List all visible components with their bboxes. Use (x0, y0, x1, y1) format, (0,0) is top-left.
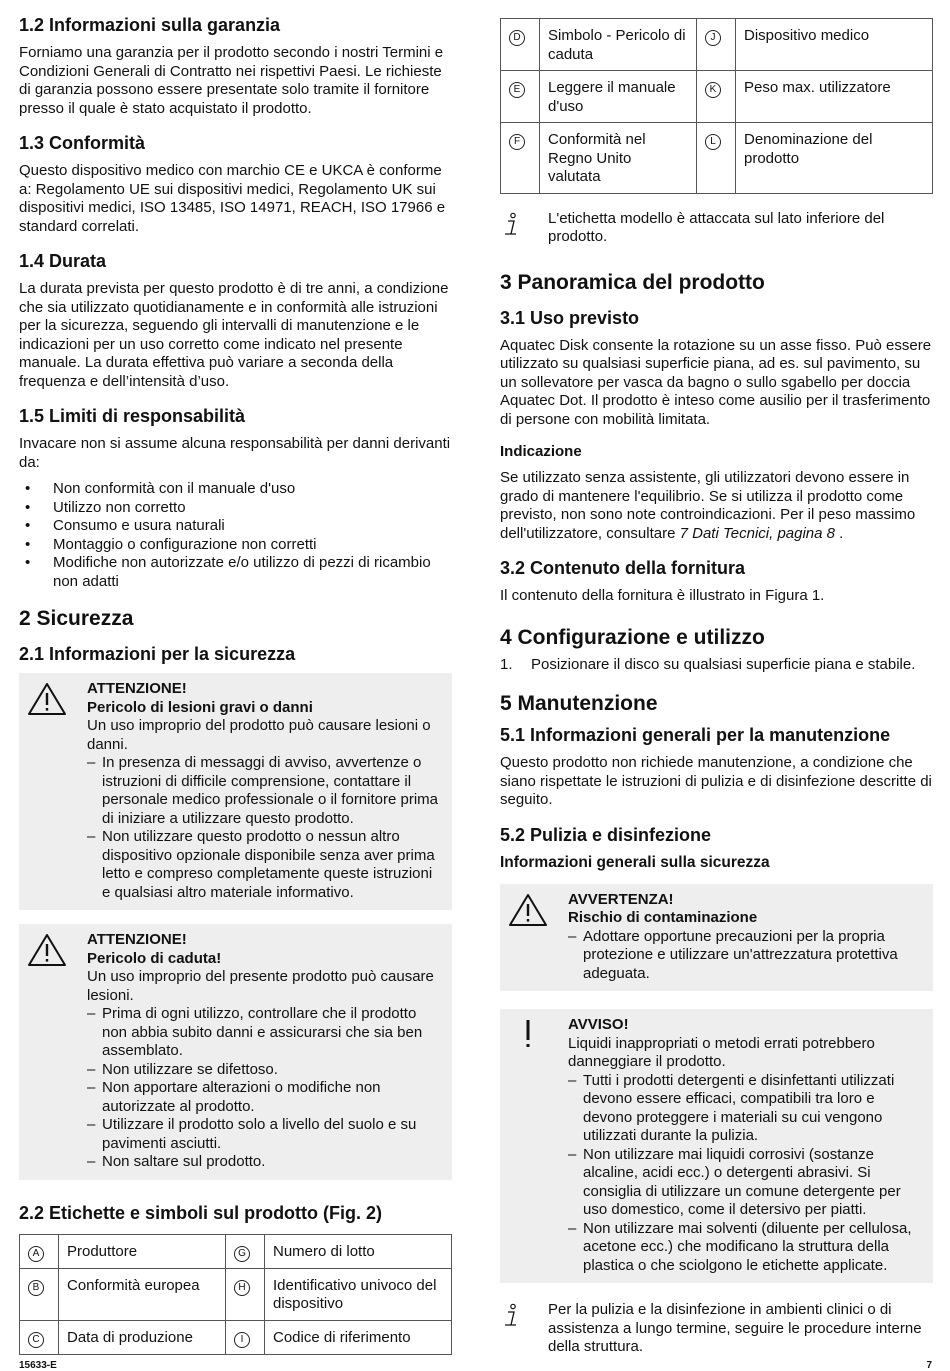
info-note-text: Per la pulizia e la disinfezione in ambienti clinici o di assistenza a lungo termine, seguire le procedure interne della struttura. (548, 1301, 922, 1355)
indication-text (500, 469, 933, 543)
section-1-5-text: Invacare non si assume alcuna responsabilità per danni derivanti da: (19, 435, 451, 471)
section-1-3-text: Questo dispositivo medico con marchio CE e UKCA è conforme a: Regolamento UE sui dispositivi medici, Regolamento UK sui dispositivi medici, ISO 13485, ISO 14971, REACH, ISO 17966 e standard correlati. (19, 162, 446, 235)
indication-heading: Indicazione (500, 443, 582, 460)
table-cell: Identificativo univoco del dispositivo (265, 1268, 452, 1320)
safety-subheading: Informazioni generali sulla sicurezza (500, 853, 770, 871)
notice-text: Liquidi inappropriati o metodi errati potrebbero danneggiare il prodotto. (568, 1034, 875, 1070)
list-item: • Consumo e usura naturali (19, 517, 452, 536)
section-1-2-text: Forniamo una garanzia per il prodotto secondo i nostri Termini e Condizioni Generali di Contratto nei rispettivi Paesi. Le richieste di garanzia possono essere presentate solo tramite il fornitore presso il quale è stato acquistato il prodotto. (19, 44, 444, 117)
table-cell: Conformità europea (59, 1268, 226, 1320)
section-1-5-title: 1.5 Limiti di responsabilità (19, 406, 246, 426)
warning-box-injury (19, 673, 452, 910)
warning-triangle-icon (27, 680, 87, 902)
exclamation-icon (508, 1016, 568, 1275)
table-cell: Numero di lotto (265, 1234, 452, 1268)
list-item: • Modifiche non autorizzate e/o utilizzo di pezzi di ricambio non adatti (19, 554, 452, 591)
indication-text-part: Se utilizzato senza assistente, gli utilizzatori devono essere in grado di mantenere l'equilibrio. Se si utilizza il prodotto come previsto, non sono note controindicazioni. Per il peso massimo dell'utilizzatore, consultare (500, 469, 916, 542)
info-note-label (500, 210, 933, 247)
table-row (20, 1234, 452, 1268)
symbol-key: I (234, 1332, 250, 1348)
warning-item: – Non utilizzare questo prodotto o nessun altro dispositivo opzionale disponibile senza aver prima letto e compreso completamente queste istruzioni e qualsiasi altro materiale informativo. (87, 828, 444, 902)
symbol-key: A (28, 1246, 44, 1262)
symbol-key: H (234, 1280, 250, 1296)
notice-box (500, 1009, 933, 1283)
info-note-text: L'etichetta modello è attaccata sul lato inferiore del prodotto. (548, 209, 885, 245)
section-5-title: 5 Manutenzione (500, 692, 658, 715)
steps-list (500, 656, 933, 675)
symbol-key: D (509, 30, 525, 46)
table-cell: Peso max. utilizzatore (736, 71, 933, 123)
table-cell: Codice di riferimento (265, 1320, 452, 1354)
section-3-1-title: 3.1 Uso previsto (500, 307, 640, 328)
table-row (501, 19, 933, 71)
symbol-key: J (705, 30, 721, 46)
notice-item: – Tutti i prodotti detergenti e disinfettanti utilizzati devono essere efficaci, compatibili tra loro e devono proteggere i materiali su cui vengono utilizzati durante la pulizia. (568, 1072, 925, 1146)
section-3-2-title: 3.2 Contenuto della fornitura (500, 558, 746, 578)
symbols-table-left (19, 1234, 452, 1355)
warning-text: Un uso improprio del prodotto può causare lesioni o danni. (87, 717, 431, 753)
table-row (20, 1320, 452, 1354)
step-number: 1. (500, 655, 513, 673)
indication-text-end: . (835, 524, 844, 542)
section-3-1-text: Aquatec Disk consente la rotazione su un asse fisso. Può essere utilizzato su qualsiasi superficie piana, ad es. sul pavimento, su un sollevatore per vasca da bagno o sullo sgabello per doccia Aquatec Dot. Il prodotto è inteso come ausilio per il trasferimento di persone con mobilità limitata. (500, 336, 932, 428)
warning-item: – Prima di ogni utilizzo, controllare che il prodotto non abbia subito danni e assicurarsi che sia ben assemblato. (87, 1005, 444, 1061)
document-code: 15633-E (19, 1360, 57, 1371)
symbol-key: K (705, 82, 721, 98)
section-5-2-title: 5.2 Pulizia e disinfezione (500, 824, 712, 845)
warning-box-fall (19, 924, 452, 1180)
symbol-key: L (705, 134, 721, 150)
section-1-4-text: La durata prevista per questo prodotto è di tre anni, a condizione che sia utilizzato quotidianamente e in conformità alle istruzioni per la sicurezza, seguendo gli intervalli di manutenzione e le indicazioni per un uso corretto come indicato nel presente manuale. La durata effettiva può variare a seconda della frequenza e dell’intensità d’uso. (19, 280, 449, 390)
warning-label: ATTENZIONE! (87, 680, 187, 697)
page-reference-link[interactable]: 7 Dati Tecnici, pagina 8 (679, 524, 836, 542)
section-1-2-title: 1.2 Informazioni sulla garanzia (19, 15, 281, 35)
warning-item: – Non utilizzare se difettoso. (87, 1061, 444, 1080)
table-cell: Produttore (59, 1234, 226, 1268)
table-cell: Leggere il manuale d'uso (540, 71, 697, 123)
notice-item: – Non utilizzare mai solventi (diluente per cellulosa, acetone ecc.) che modificano la struttura della plastica o che sciolgono le etichette applicate. (568, 1220, 925, 1276)
warning-text: Un uso improprio del presente prodotto può causare lesioni. (87, 968, 434, 1004)
warning-item: – In presenza di messaggi di avviso, avvertenze o istruzioni di difficile comprensione, contattare il personale medico professionale o il fornitore prima di iniziare a utilizzare questo prodotto. (87, 754, 444, 828)
warning-item: – Non saltare sul prodotto. (87, 1153, 444, 1172)
warning-item: – Non apportare alterazioni o modifiche non autorizzate al prodotto. (87, 1079, 444, 1116)
symbol-key: C (28, 1332, 44, 1348)
warning-heading: Rischio di contaminazione (568, 909, 758, 926)
warning-label: AVVERTENZA! (568, 890, 674, 908)
table-cell: Simbolo - Pericolo di caduta (540, 19, 697, 71)
warning-heading: Pericolo di caduta! (87, 949, 222, 967)
section-3-2-text: Il contenuto della fornitura è illustrato in Figura 1. (500, 587, 825, 604)
symbol-key: E (509, 82, 525, 98)
liability-list (19, 480, 452, 591)
list-item: • Montaggio o configurazione non corretti (19, 536, 452, 555)
table-row (501, 123, 933, 194)
section-2-2-title: 2.2 Etichette e simboli sul prodotto (Fig. 2) (19, 1202, 383, 1223)
table-cell: Dispositivo medico (736, 19, 933, 71)
page-number: 7 (926, 1360, 932, 1371)
symbols-table-right (500, 18, 933, 194)
right-column (500, 18, 933, 1371)
info-i-icon (500, 210, 548, 247)
warning-item: – Adottare opportune precauzioni per la propria protezione e utilizzare un'attrezzatura protettiva adeguata. (568, 928, 925, 984)
info-i-icon (500, 1301, 548, 1357)
symbol-key: G (234, 1246, 250, 1262)
warning-item: – Utilizzare il prodotto solo a livello del suolo e su pavimenti asciutti. (87, 1116, 444, 1153)
section-1-3-title: 1.3 Conformità (19, 133, 146, 153)
table-row (501, 71, 933, 123)
section-5-1-title: 5.1 Informazioni generali per la manutenzione (500, 725, 891, 745)
table-cell: Conformità nel Regno Unito valutata (540, 123, 697, 194)
section-2-title: 2 Sicurezza (19, 607, 134, 630)
warning-heading: Pericolo di lesioni gravi o danni (87, 698, 313, 716)
section-2-1-title: 2.1 Informazioni per la sicurezza (19, 644, 296, 664)
table-row (20, 1268, 452, 1320)
section-4-title: 4 Configurazione e utilizzo (500, 625, 765, 649)
list-item: • Non conformità con il manuale d'uso (19, 480, 452, 499)
section-1-4-title: 1.4 Durata (19, 251, 107, 271)
warning-label: ATTENZIONE! (87, 931, 187, 948)
warning-triangle-icon (27, 931, 87, 1172)
section-3-title: 3 Panoramica del prodotto (500, 270, 765, 294)
symbol-key: B (28, 1280, 44, 1296)
table-cell: Data di produzione (59, 1320, 226, 1354)
notice-item: – Non utilizzare mai liquidi corrosivi (sostanze alcaline, acidi ecc.) o detergenti abrasivi. Si consiglia di utilizzare un comune detergente per uso domestico, come il detersivo per piatti. (568, 1146, 925, 1220)
left-column (19, 14, 452, 1369)
notice-label: AVVISO! (568, 1016, 629, 1033)
info-note-cleaning (500, 1301, 933, 1357)
warning-triangle-icon (508, 891, 568, 984)
step-text: Posizionare il disco su qualsiasi superficie piana e stabile. (531, 655, 916, 673)
warning-box-contamination (500, 884, 933, 992)
table-cell: Denominazione del prodotto (736, 123, 933, 194)
list-item: • Utilizzo non corretto (19, 499, 452, 518)
section-5-1-text: Questo prodotto non richiede manutenzione, a condizione che siano rispettate le istruzioni di pulizia e di disinfezione descritte di seguito. (500, 754, 932, 808)
list-item (500, 656, 933, 675)
symbol-key: F (509, 134, 525, 150)
